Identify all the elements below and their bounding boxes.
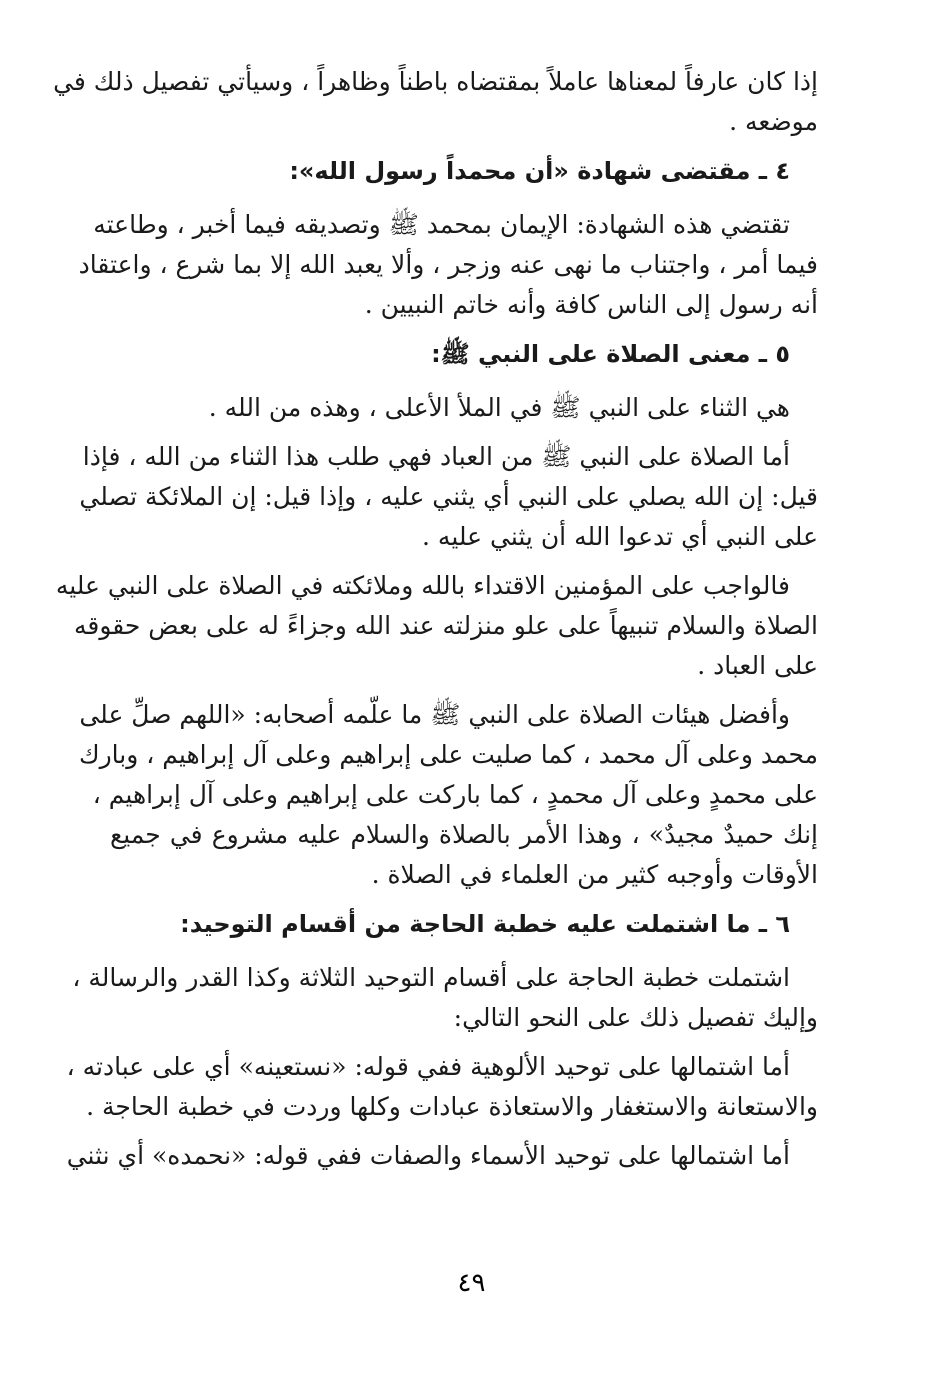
text-line: قيل: إن الله يصلي على النبي أي يثني عليه ، وإذا قيل: إن الملائكة تصلي (79, 482, 818, 511)
section-heading-5: ٥ ـ معنى الصلاة على النبي ﷺ: (431, 340, 790, 368)
paragraph-6b (66, 1047, 818, 1127)
text-line: والاستعانة والاستغفار والاستعاذة عبادات وكلها وردت في خطبة الحاجة . (86, 1092, 818, 1121)
section-heading-6: ٦ ـ ما اشتملت عليه خطبة الحاجة من أقسام التوحيد: (180, 910, 790, 938)
paragraph-5c (55, 566, 818, 686)
text-line: على النبي أي تدعوا الله أن يثني عليه . (422, 522, 818, 551)
paragraph-6a (72, 958, 818, 1038)
text-line: الأوقات وأوجبه كثير من العلماء في الصلاة . (371, 860, 818, 889)
page-number: ٤٩ (457, 1268, 486, 1298)
paragraph-section-4 (78, 205, 818, 325)
text-line: الصلاة والسلام تنبيهاً على علو منزلته عند الله وجزاءً له على بعض حقوقه (73, 611, 818, 640)
text-line: تقتضي هذه الشهادة: الإيمان بمحمد ﷺ وتصديقه فيما أخبر ، وطاعته (93, 210, 790, 239)
paragraph-5d (78, 695, 818, 895)
text-line: أما اشتمالها على توحيد الأسماء والصفات ففي قوله: «نحمده» أي نثني (66, 1141, 790, 1170)
text-line: على العباد . (697, 651, 818, 680)
text-line: موضعه . (729, 107, 818, 136)
text-line: على محمدٍ وعلى آل محمدٍ ، كما باركت على إبراهيم وعلى آل إبراهيم ، (92, 780, 818, 809)
paragraph-6c (66, 1136, 818, 1176)
text-line: اشتملت خطبة الحاجة على أقسام التوحيد الثلاثة وكذا القدر والرسالة ، (72, 963, 790, 992)
text-line: فيما أمر ، واجتناب ما نهى عنه وزجر ، وألا يعبد الله إلا بما شرع ، واعتقاد (78, 250, 818, 279)
text-line: إذا كان عارفاً لمعناها عاملاً بمقتضاه باطناً وظاهراً ، وسيأتي تفصيل ذلك في (53, 67, 818, 96)
section-heading-4: ٤ ـ مقتضى شهادة «أن محمداً رسول الله»: (289, 157, 790, 185)
paragraph-5b (79, 437, 818, 557)
book-page (53, 62, 818, 1322)
text-line: إنك حميدٌ مجيدٌ» ، وهذا الأمر بالصلاة والسلام عليه مشروع في جميع (110, 820, 818, 849)
text-line: وأفضل هيئات الصلاة على النبي ﷺ ما علّمه أصحابه: «اللهم صلِّ على (79, 700, 790, 729)
paragraph-intro-continuation (53, 62, 818, 142)
text-line: وإليك تفصيل ذلك على النحو التالي: (453, 1003, 818, 1032)
text-line: أما الصلاة على النبي ﷺ من العباد فهي طلب هذا الثناء من الله ، فإذا (82, 442, 790, 471)
paragraph-5a (110, 388, 818, 428)
text-line: أما اشتمالها على توحيد الألوهية ففي قوله: «نستعينه» أي على عبادته ، (66, 1052, 790, 1081)
text-line: هي الثناء على النبي ﷺ في الملأ الأعلى ، وهذه من الله . (208, 393, 790, 422)
text-line: فالواجب على المؤمنين الاقتداء بالله وملائكته في الصلاة على النبي عليه (55, 571, 790, 600)
text-line: محمد وعلى آل محمد ، كما صليت على إبراهيم وعلى آل إبراهيم ، وبارك (78, 740, 818, 769)
text-line: أنه رسول إلى الناس كافة وأنه خاتم النبيين . (364, 290, 818, 319)
